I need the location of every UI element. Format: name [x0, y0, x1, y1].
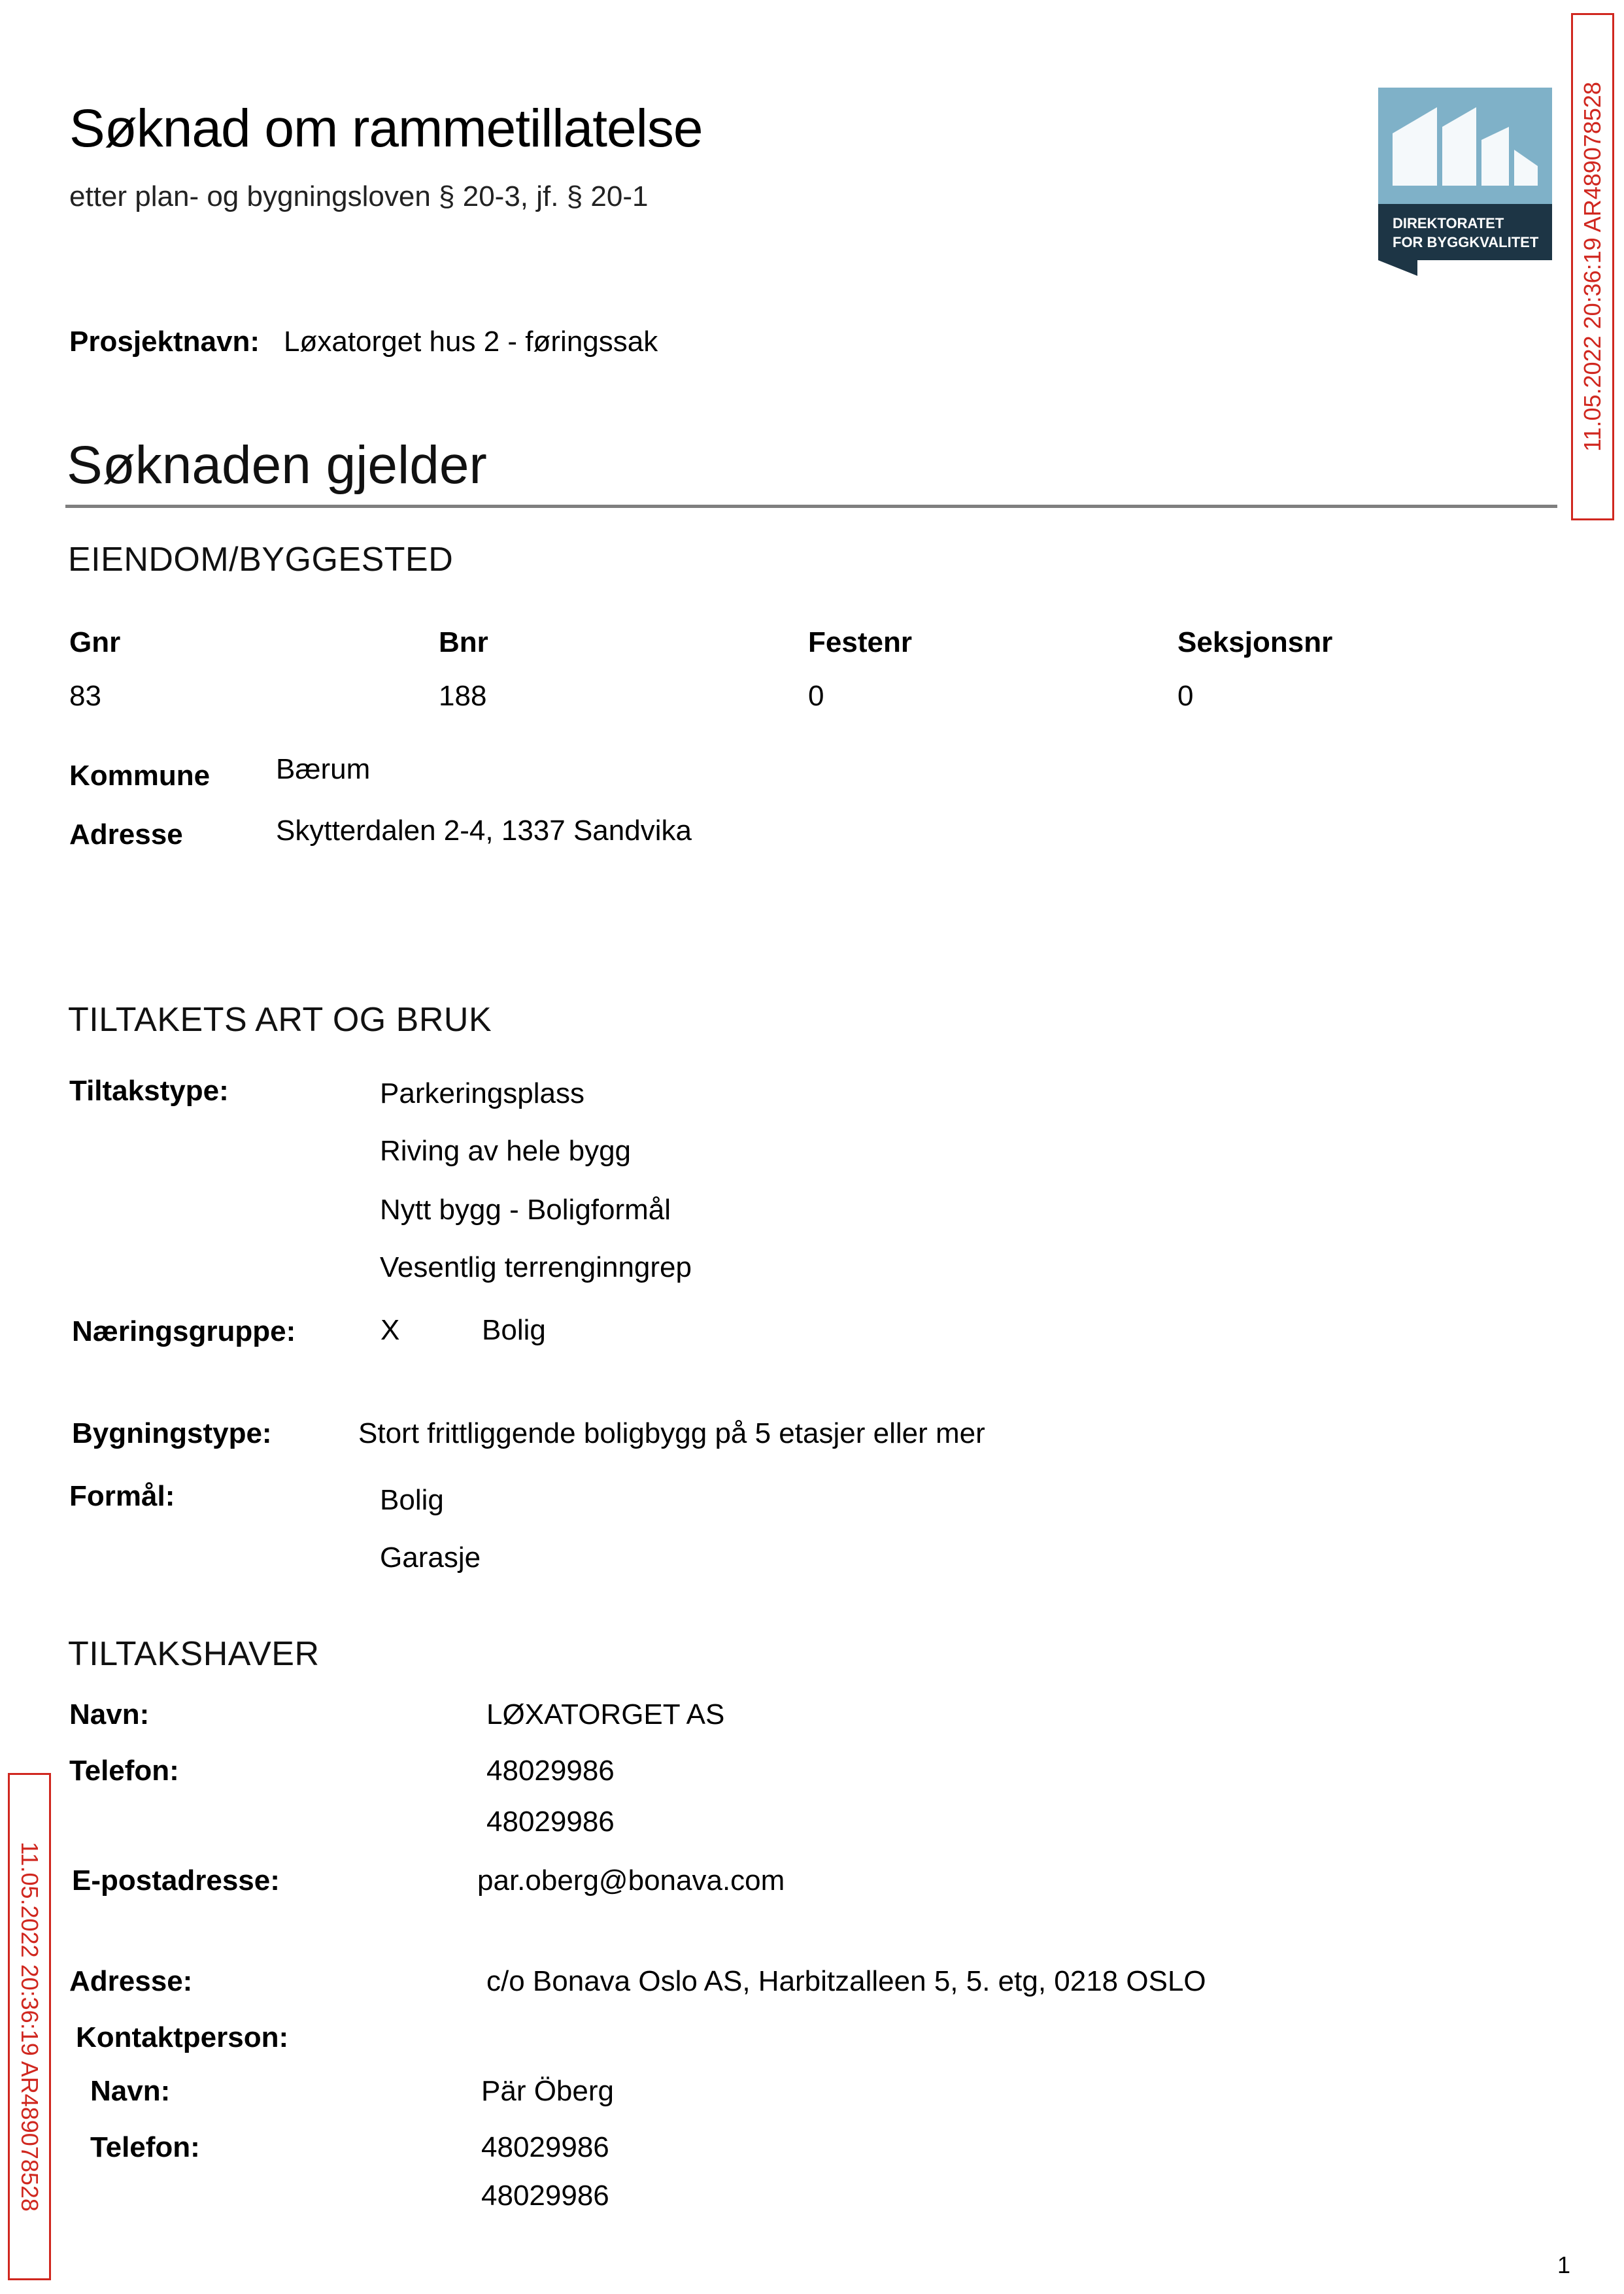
timestamp-stamp-left [8, 1773, 51, 2280]
tiltakstype-item: Vesentlig terrenginngrep [380, 1251, 692, 1283]
naeringsgruppe-value: Bolig [482, 1314, 546, 1346]
kontaktperson-label: Kontaktperson: [76, 2021, 289, 2053]
tiltakstype-item: Riving av hele bygg [380, 1135, 632, 1167]
formal-item: Garasje [380, 1542, 481, 1574]
svg-text:DIREKTORATET: DIREKTORATET [1393, 215, 1504, 231]
kontakt-telefon-value: 48029986 [481, 2131, 609, 2163]
epost-value: par.oberg@bonava.com [477, 1864, 785, 1897]
dibk-logo [1378, 88, 1552, 276]
col-seksjonsnr-label: Seksjonsnr [1177, 626, 1333, 658]
formal-label: Formål: [69, 1480, 175, 1512]
col-festenr-label: Festenr [808, 626, 912, 658]
tiltakstype-label: Tiltakstype: [69, 1075, 229, 1107]
stamp-text: 11.05.2022 20:36:19 AR489078528 [16, 1842, 44, 2212]
col-bnr-label: Bnr [439, 626, 488, 658]
gnr-value: 83 [69, 680, 101, 712]
col-gnr-label: Gnr [69, 626, 121, 658]
navn-label: Navn: [69, 1698, 150, 1730]
naeringsgruppe-label: Næringsgruppe: [72, 1315, 296, 1347]
tiltakstype-item: Nytt bygg - Boligformål [380, 1194, 671, 1226]
dibk-logo-icon [1378, 88, 1552, 276]
stamp-text: 11.05.2022 20:36:19 AR489078528 [1579, 82, 1606, 452]
document-subtitle: etter plan- og bygningsloven § 20-3, jf. § 20-1 [69, 180, 649, 212]
kontakt-telefon-label: Telefon: [90, 2131, 200, 2163]
project-value: Løxatorget hus 2 - føringssak [284, 326, 658, 358]
heading-tiltakshaver: TILTAKSHAVER [68, 1635, 320, 1673]
section-divider [65, 505, 1557, 508]
telefon-value: 48029986 [486, 1755, 615, 1787]
section-title: Søknaden gjelder [67, 435, 487, 495]
formal-item: Bolig [380, 1484, 444, 1516]
page-number: 1 [1557, 2252, 1571, 2278]
project-label: Prosjektnavn: [69, 326, 260, 358]
bygningstype-value: Stort frittliggende boligbygg på 5 etasjer eller mer [358, 1417, 985, 1449]
heading-eiendom: EIENDOM/BYGGESTED [68, 541, 454, 579]
adresse-value: Skytterdalen 2-4, 1337 Sandvika [276, 815, 692, 847]
svg-text:FOR BYGGKVALITET: FOR BYGGKVALITET [1393, 234, 1539, 250]
naeringsgruppe-code: X [381, 1314, 400, 1346]
document-title: Søknad om rammetillatelse [69, 99, 703, 158]
kontakt-telefon-value: 48029986 [481, 2180, 609, 2212]
tiltakshaver-adresse-value: c/o Bonava Oslo AS, Harbitzalleen 5, 5. etg, 0218 OSLO [486, 1965, 1206, 1997]
festenr-value: 0 [808, 680, 824, 712]
heading-tiltak: TILTAKETS ART OG BRUK [68, 1001, 492, 1039]
kommune-label: Kommune [69, 760, 211, 792]
bnr-value: 188 [439, 680, 487, 712]
epost-label: E-postadresse: [72, 1864, 280, 1897]
navn-value: LØXATORGET AS [486, 1698, 725, 1730]
kontakt-navn-value: Pär Öberg [481, 2075, 614, 2107]
telefon-label: Telefon: [69, 1755, 179, 1787]
tiltakshaver-adresse-label: Adresse: [69, 1965, 193, 1997]
telefon-value: 48029986 [486, 1806, 615, 1838]
timestamp-stamp-top [1571, 13, 1614, 520]
bygningstype-label: Bygningstype: [72, 1417, 272, 1449]
tiltakstype-item: Parkeringsplass [380, 1077, 585, 1109]
adresse-label: Adresse [69, 818, 183, 851]
kontakt-navn-label: Navn: [90, 2075, 171, 2107]
seksjonsnr-value: 0 [1177, 680, 1194, 712]
kommune-value: Bærum [276, 753, 371, 785]
